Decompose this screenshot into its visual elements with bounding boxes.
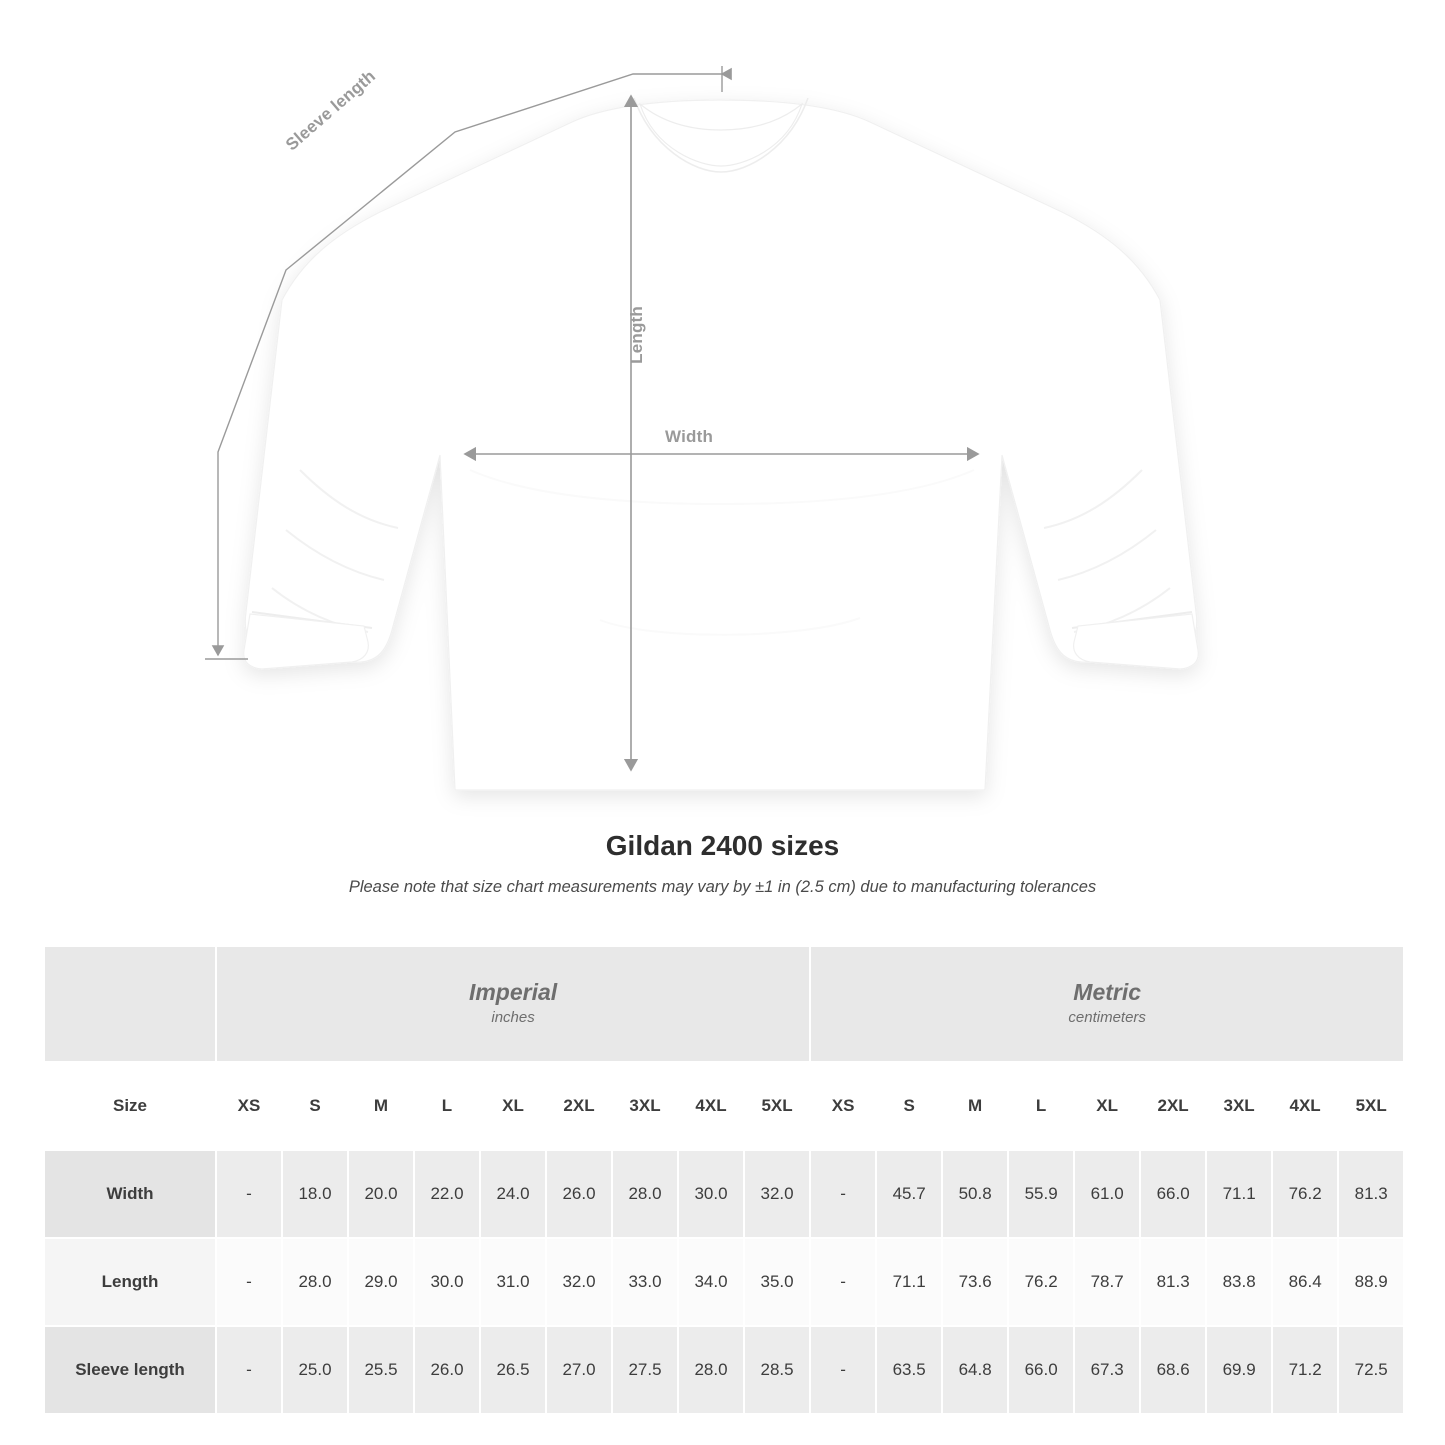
unit-group-metric-unit: centimeters — [1068, 1009, 1146, 1027]
row-label-sleeve-length: Sleeve length — [44, 1326, 216, 1414]
cell-length-imperial-xs: - — [216, 1238, 282, 1326]
table-row — [44, 1150, 1404, 1238]
row-label-length: Length — [44, 1238, 216, 1326]
cell-length-imperial-4xl: 34.0 — [678, 1238, 744, 1326]
cell-length-metric-l: 76.2 — [1008, 1238, 1074, 1326]
size-header-metric-s: S — [876, 1062, 942, 1150]
cell-sleeve-imperial-xl: 26.5 — [480, 1326, 546, 1414]
cell-width-imperial-l: 22.0 — [414, 1150, 480, 1238]
size-header-imperial-3xl: 3XL — [612, 1062, 678, 1150]
unit-group-metric — [810, 946, 1404, 1062]
size-header-row — [44, 1062, 1404, 1150]
cell-length-metric-s: 71.1 — [876, 1238, 942, 1326]
cell-width-imperial-m: 20.0 — [348, 1150, 414, 1238]
cell-length-metric-m: 73.6 — [942, 1238, 1008, 1326]
cell-width-imperial-5xl: 32.0 — [744, 1150, 810, 1238]
table-row — [44, 1326, 1404, 1414]
size-header-imperial-2xl: 2XL — [546, 1062, 612, 1150]
cell-sleeve-metric-4xl: 71.2 — [1272, 1326, 1338, 1414]
size-header-imperial-m: M — [348, 1062, 414, 1150]
page-subtitle: Please note that size chart measurements may vary by ±1 in (2.5 cm) due to manufacturing tolerances — [348, 878, 1097, 896]
cell-length-metric-5xl: 88.9 — [1338, 1238, 1404, 1326]
size-header-label: Size — [44, 1062, 216, 1150]
cell-length-imperial-3xl: 33.0 — [612, 1238, 678, 1326]
unit-group-spacer — [44, 946, 216, 1062]
size-header-metric-xs: XS — [810, 1062, 876, 1150]
width-dimension-label: Width — [665, 427, 714, 446]
cell-width-metric-xl: 61.0 — [1074, 1150, 1140, 1238]
size-header-metric-2xl: 2XL — [1140, 1062, 1206, 1150]
size-header-imperial-xl: XL — [480, 1062, 546, 1150]
size-header-metric-3xl: 3XL — [1206, 1062, 1272, 1150]
cell-length-metric-2xl: 81.3 — [1140, 1238, 1206, 1326]
cell-length-metric-xs: - — [810, 1238, 876, 1326]
cell-sleeve-metric-3xl: 69.9 — [1206, 1326, 1272, 1414]
cell-sleeve-imperial-3xl: 27.5 — [612, 1326, 678, 1414]
size-table — [43, 945, 1405, 1415]
cell-width-imperial-4xl: 30.0 — [678, 1150, 744, 1238]
cell-length-imperial-5xl: 35.0 — [744, 1238, 810, 1326]
cell-sleeve-metric-xl: 67.3 — [1074, 1326, 1140, 1414]
size-header-imperial-s: S — [282, 1062, 348, 1150]
size-header-imperial-l: L — [414, 1062, 480, 1150]
size-header-imperial-xs: XS — [216, 1062, 282, 1150]
cell-sleeve-metric-5xl: 72.5 — [1338, 1326, 1404, 1414]
cell-length-imperial-l: 30.0 — [414, 1238, 480, 1326]
cell-width-imperial-xs: - — [216, 1150, 282, 1238]
cell-length-metric-xl: 78.7 — [1074, 1238, 1140, 1326]
cell-sleeve-imperial-2xl: 27.0 — [546, 1326, 612, 1414]
unit-group-imperial-name: Imperial — [468, 978, 558, 1005]
cell-width-metric-l: 55.9 — [1008, 1150, 1074, 1238]
sleeve-length-dimension-label: Sleeve length — [282, 66, 380, 155]
cell-length-imperial-2xl: 32.0 — [546, 1238, 612, 1326]
cell-width-metric-xs: - — [810, 1150, 876, 1238]
size-header-metric-l: L — [1008, 1062, 1074, 1150]
table-row — [44, 1238, 1404, 1326]
page-title: Gildan 2400 sizes — [605, 830, 840, 861]
cell-width-imperial-3xl: 28.0 — [612, 1150, 678, 1238]
cell-sleeve-imperial-m: 25.5 — [348, 1326, 414, 1414]
cell-width-metric-5xl: 81.3 — [1338, 1150, 1404, 1238]
cell-length-imperial-xl: 31.0 — [480, 1238, 546, 1326]
cell-sleeve-metric-m: 64.8 — [942, 1326, 1008, 1414]
shirt-shape — [244, 98, 1199, 790]
cell-sleeve-metric-l: 66.0 — [1008, 1326, 1074, 1414]
cell-width-metric-2xl: 66.0 — [1140, 1150, 1206, 1238]
length-dimension-label: Length — [627, 306, 646, 364]
size-header-metric-4xl: 4XL — [1272, 1062, 1338, 1150]
cell-sleeve-imperial-5xl: 28.5 — [744, 1326, 810, 1414]
cell-width-metric-m: 50.8 — [942, 1150, 1008, 1238]
size-header-imperial-4xl: 4XL — [678, 1062, 744, 1150]
row-label-width: Width — [44, 1150, 216, 1238]
size-header-imperial-5xl: 5XL — [744, 1062, 810, 1150]
cell-width-imperial-s: 18.0 — [282, 1150, 348, 1238]
cell-width-metric-s: 45.7 — [876, 1150, 942, 1238]
unit-group-imperial — [216, 946, 810, 1062]
size-header-metric-xl: XL — [1074, 1062, 1140, 1150]
unit-group-imperial-unit: inches — [491, 1009, 535, 1027]
cell-length-metric-4xl: 86.4 — [1272, 1238, 1338, 1326]
cell-sleeve-imperial-xs: - — [216, 1326, 282, 1414]
unit-group-row — [44, 946, 1404, 1062]
cell-length-imperial-m: 29.0 — [348, 1238, 414, 1326]
size-table-wrapper — [43, 945, 1403, 1415]
unit-group-metric-name: Metric — [1073, 978, 1142, 1005]
cell-width-imperial-xl: 24.0 — [480, 1150, 546, 1238]
cell-sleeve-imperial-s: 25.0 — [282, 1326, 348, 1414]
size-header-metric-m: M — [942, 1062, 1008, 1150]
cell-width-metric-4xl: 76.2 — [1272, 1150, 1338, 1238]
cell-length-imperial-s: 28.0 — [282, 1238, 348, 1326]
cell-width-imperial-2xl: 26.0 — [546, 1150, 612, 1238]
cell-sleeve-metric-xs: - — [810, 1326, 876, 1414]
cell-sleeve-metric-s: 63.5 — [876, 1326, 942, 1414]
cell-sleeve-imperial-l: 26.0 — [414, 1326, 480, 1414]
cell-sleeve-imperial-4xl: 28.0 — [678, 1326, 744, 1414]
cell-width-metric-3xl: 71.1 — [1206, 1150, 1272, 1238]
size-header-metric-5xl: 5XL — [1338, 1062, 1404, 1150]
cell-sleeve-metric-2xl: 68.6 — [1140, 1326, 1206, 1414]
cell-length-metric-3xl: 83.8 — [1206, 1238, 1272, 1326]
